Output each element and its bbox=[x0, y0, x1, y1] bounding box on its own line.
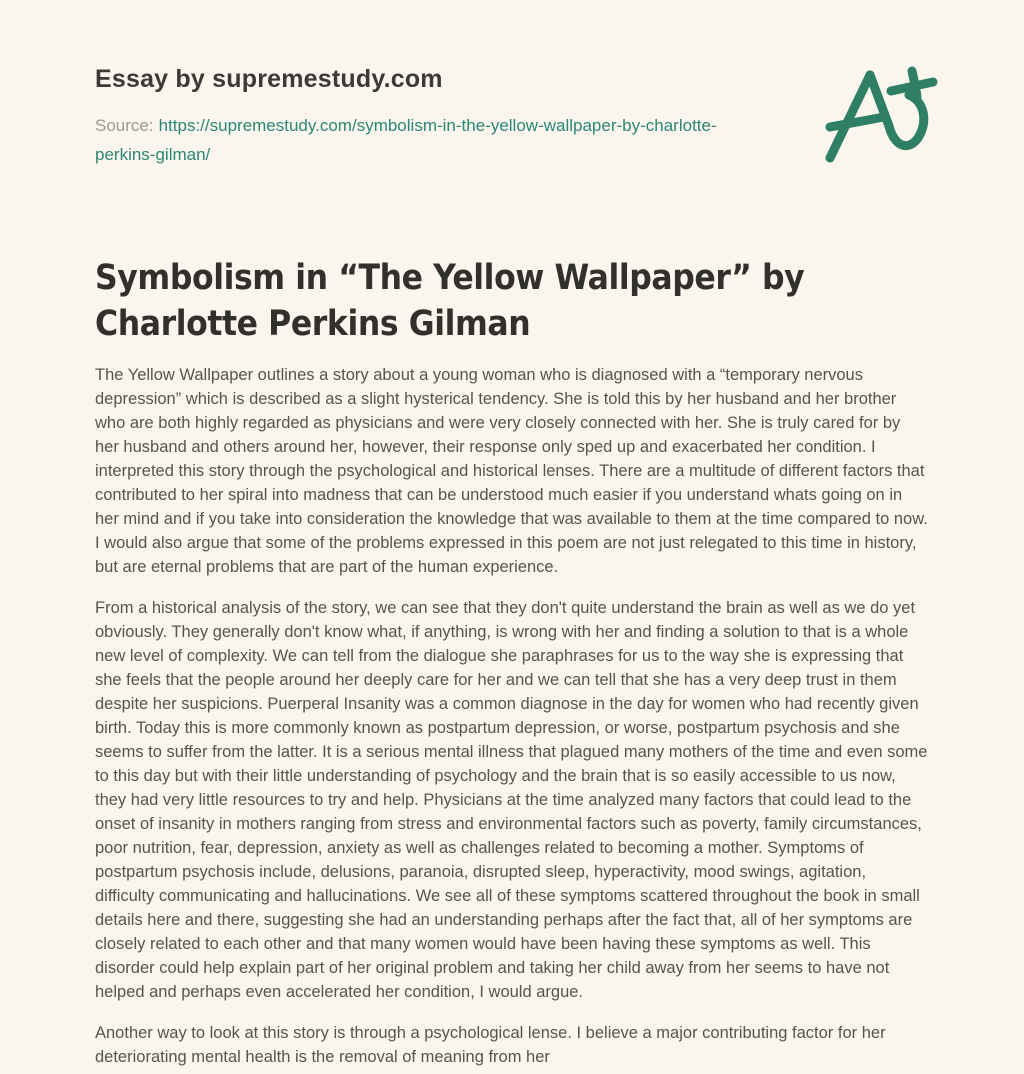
page-header-title: Essay by supremestudy.com bbox=[95, 65, 443, 93]
essay-paragraph: The Yellow Wallpaper outlines a story about a young woman who is diagnosed with a “temporary nervous depression” which is described as a slight hysterical tendency. She is told this by her husband and her brother who are both highly regarded as physicians and were very closely connected with her. She is truly cared for by her husband and others around her, however, their response only sped up and exacerbated her condition. I interpreted this story through the psychological and historical lenses. There are a multitude of different factors that contributed to her spiral into madness that can be understood much easier if you understand whats going on in her mind and if you take into consideration the knowledge that was available to them at the time compared to now. I would also argue that some of the problems expressed in this poem are not just relegated to this time in history, but are eternal problems that are part of the human experience. bbox=[95, 366, 928, 577]
essay-title: Symbolism in “The Yellow Wallpaper” by Charlotte Perkins Gilman bbox=[95, 258, 805, 345]
source-line bbox=[95, 111, 743, 169]
a-plus-logo-strokes bbox=[830, 71, 933, 158]
essay-paragraph: Another way to look at this story is through a psychological lense. I believe a major contributing factor for her deteriorating mental health is the removal of meaning from her bbox=[95, 1024, 886, 1067]
essay-paragraph: From a historical analysis of the story, we can see that they don't quite understand the brain as well as we do yet obviously. They generally don't know what, if anything, is wrong with her and finding a solution to that is a whole new level of complexity. We can tell from the dialogue she paraphrases for us to the way she is expressing that she feels that the people around her deeply care for her and we can tell that she has a very deep trust in them despite her suspicions. Puerperal Insanity was a common diagnose in the day for women who had recently given birth. Today this is more commonly known as postpartum depression, or worse, postpartum psychosis and she seems to suffer from the latter. It is a serious mental illness that plagued many mothers of the time and even some to this day but with their little understanding of psychology and the brain that is so easily accessible to us now, they had very little resources to try and help. Physicians at the time analyzed many factors that could lead to the onset of insanity in mothers ranging from stress and environmental factors such as poverty, family circumstances, poor nutrition, fear, depression, anxiety as well as challenges related to becoming a mother. Symptoms of postpartum psychosis include, delusions, paranoia, disrupted sleep, hyperactivity, mood swings, agitation, difficulty communicating and hallucinations. We see all of these symptoms scattered throughout the book in small details here and there, suggesting she had an understanding perhaps after the fact that, all of her symptoms are closely related to each other and that many women would have been having these symptoms as well. This disorder could help explain part of her original problem and taking her child away from her seems to have not helped and perhaps even accelerated her condition, I would argue. bbox=[95, 599, 928, 1002]
a-plus-logo-icon bbox=[820, 66, 945, 164]
source-label: Source: bbox=[95, 116, 154, 135]
source-link[interactable]: https://supremestudy.com/symbolism-in-the-yellow-wallpaper-by-charlotte-perkins-gilman/ bbox=[95, 116, 717, 165]
essay-content bbox=[95, 64, 928, 1074]
essay-body bbox=[95, 363, 928, 1069]
